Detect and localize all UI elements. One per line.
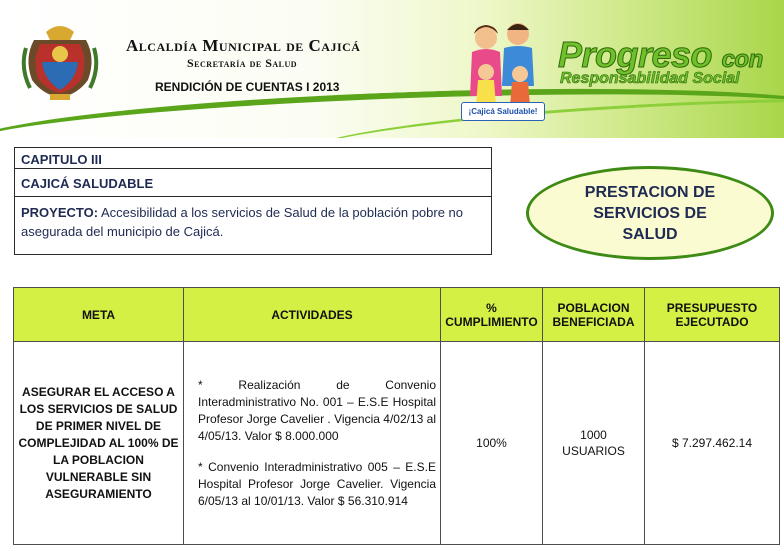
project-info-box — [14, 147, 492, 255]
cell-cumplimiento: 100% — [441, 342, 543, 545]
chapter-label: CAPITULO III — [15, 148, 491, 169]
project-description — [15, 197, 491, 254]
cell-presupuesto: $ 7.297.462.14 — [645, 342, 780, 545]
header-meta: META — [14, 288, 184, 342]
page-subtitle: Secretaría de Salud — [187, 56, 298, 70]
service-oval-text: PRESTACION DE SERVICIOS DE SALUD — [584, 183, 716, 243]
cell-meta: ASEGURAR EL ACCESO A LOS SERVICIOS DE SALUD DE PRIMER NIVEL DE COMPLEJIDAD AL 100% DE LA POBLACION VULNERABLE SIN ASEGURAMIENTO — [14, 342, 184, 545]
activity-item: * Realización de Convenio Interadministrativo No. 001 – E.S.E Hospital Profesor Jorge Cavelier . Vigencia 4/02/13 al 4/05/13. Valor $ 8.000.000 — [198, 377, 436, 443]
slogan-main: Progreso con — [558, 34, 763, 75]
page-title: Alcaldía Municipal de Cajicá — [126, 36, 361, 55]
table-header-row — [14, 288, 780, 342]
header-banner — [0, 0, 784, 138]
cell-actividades — [184, 342, 441, 545]
header-cumplimiento: % CUMPLIMIENTO — [441, 288, 543, 342]
family-tag-label: ¡Cajicá Saludable! — [461, 102, 545, 121]
slogan-sub: Responsabilidad Social — [560, 70, 740, 87]
table-row — [14, 342, 780, 545]
program-label: CAJICÁ SALUDABLE — [15, 169, 491, 197]
service-oval — [526, 166, 774, 260]
activity-item: * Convenio Interadministrativo 005 – E.S.E Hospital Profesor Jorge Cavelier. Vigencia 6/05/13 al 10/01/13. Valor $ 56.310.914 — [198, 459, 436, 508]
header-actividades: ACTIVIDADES — [184, 288, 441, 342]
cell-poblacion: 1000 USUARIOS — [543, 342, 645, 545]
header-presupuesto: PRESUPUESTO EJECUTADO — [645, 288, 780, 342]
project-text: Accesibilidad a los servicios de Salud de la población pobre no asegurada del municipio de Cajicá. — [21, 205, 464, 239]
project-label: PROYECTO: — [21, 205, 99, 220]
header-poblacion: POBLACION BENEFICIADA — [543, 288, 645, 342]
coat-of-arms-icon — [20, 18, 100, 102]
report-title: RENDICIÓN DE CUENTAS I 2013 — [155, 80, 340, 94]
goals-table — [13, 287, 780, 545]
